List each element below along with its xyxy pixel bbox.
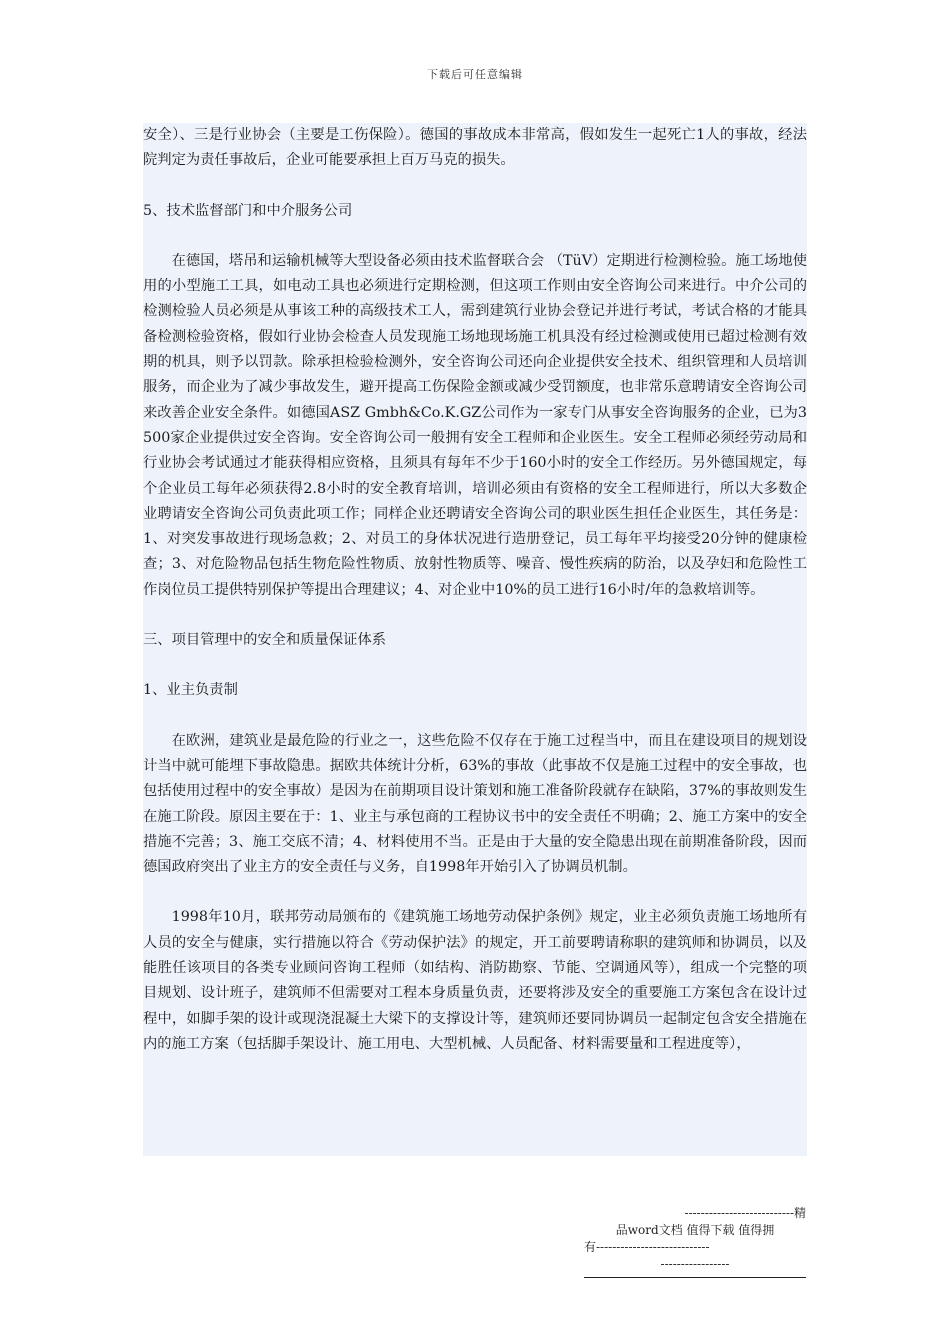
paragraph-eu-statistics: 在欧洲，建筑业是最危险的行业之一，这些危险不仅存在于施工过程当中，而且在建设项目的规划设计当中就可能埋下事故隐患。据欧共体统计分析，63%的事故（此事故不仅是施工过程中的安全事故，也包括使用过程中的安全事故）是因为在前期项目设计策划和施工准备阶段就存在缺陷，37%的事故则发生在施工阶段。原因主要在于：1、业主与承包商的工程协议书中的安全责任不明确；2、施工方案中的安全措施不完善；3、施工交底不清；4、材料使用不当。正是由于大量的安全隐患出现在前期准备阶段，因而德国政府突出了业主方的安全责任与义务，自1998年开始引入了协调员机制。 — [143, 732, 807, 876]
footer-rule — [584, 1277, 806, 1278]
footer-line-2: 品word文档 值得下载 值得拥 — [615, 1223, 775, 1237]
page-footer — [584, 1205, 806, 1278]
paragraph-1998-regulation: 1998年10月，联邦劳动局颁布的《建筑施工场地劳动保护条例》规定，业主必须负责施工场地所有人员的安全与健康，实行措施以符合《劳动保护法》的规定，开工前要聘请称职的建筑师和协调员，以及能胜任该项目的各类专业顾问咨询工程师（如结构、消防勘察、节能、空调通风等），组成一个完整的项目规划、设计班子，建筑师不但需要对工程本身质量负责，还要将涉及安全的重要施工方案包含在设计过程中，如脚手架的设计或现浇混凝土大梁下的支撑设计等，建筑师还要同协调员一起制定包含安全措施在内的施工方案（包括脚手架设计、施工用电、大型机械、人员配备、材料需要量和工程进度等）， — [143, 909, 807, 1052]
section-heading-tech-supervision: 5、技术监督部门和中介服务公司 — [143, 202, 353, 219]
footer-line-1: ---------------------------精 — [684, 1206, 806, 1220]
paragraph-tuv-inspection: 在德国，塔吊和运输机械等大型设备必须由技术监督联合会 （TüV）定期进行检测检验。施工场地使用的小型施工工具，如电动工具也必须进行定期检测，但这项工作则由安全咨询公司来进行。中介公司的检测检验人员必须是从事该工种的高级技术工人，需到建筑行业协会登记并进行考试，考试合格的才能具备检测检验资格，假如行业协会检查人员发现施工场地现场施工机具没有经过检测或使用已超过检测有效期的机具，则予以罚款。除承担检验检测外，安全咨询公司还向企业提供安全技术、组织管理和人员培训服务，而企业为了减少事故发生，避开提高工伤保险金额或减少受罚额度，也非常乐意聘请安全咨询公司来改善企业安全条件。如德国ASZ Gmbh&Co.K.GZ公司作为一家专门从事安全咨询服务的企业，已为3500家企业提供过安全咨询。安全咨询公司一般拥有安全工程师和企业医生。安全工程师必须经劳动局和行业协会考试通过才能获得相应资格，且须具有每年不少于160小时的安全工作经历。另外德国规定，每个企业员工每年必须获得2.8小时的安全教育培训，培训必须由有资格的安全工程师进行，所以大多数企业聘请安全咨询公司负责此项工作；同样企业还聘请安全咨询公司的职业医生担任企业医生，其任务是：1、对突发事故进行现场急救；2、对员工的身体状况进行造册登记，员工每年平均接受20分钟的健康检查；3、对危险物品包括生物危险性物质、放射性物质等、噪音、慢性疾病的防治，以及孕妇和危险性工作岗位员工提供特别保护等提出合理建议；4、对企业中10%的员工进行16小时/年的急救培训等。 — [143, 252, 807, 598]
section-heading-safety-quality: 三、项目管理中的安全和质量保证体系 — [143, 632, 387, 649]
paragraph-accident-cost: 安全）、三是行业协会（主要是工伤保险）。德国的事故成本非常高，假如发生一起死亡1人的事故，经法院判定为责任事故后，企业可能要承担上百万马克的损失。 — [143, 127, 807, 169]
footer-line-3: 有---------------------------- — [584, 1240, 710, 1254]
page-header: 下载后可任意编辑 — [427, 68, 523, 81]
footer-line-4: ----------------- — [660, 1257, 730, 1271]
document-body — [143, 123, 807, 1156]
section-heading-owner-responsibility: 1、业主负责制 — [143, 682, 238, 699]
